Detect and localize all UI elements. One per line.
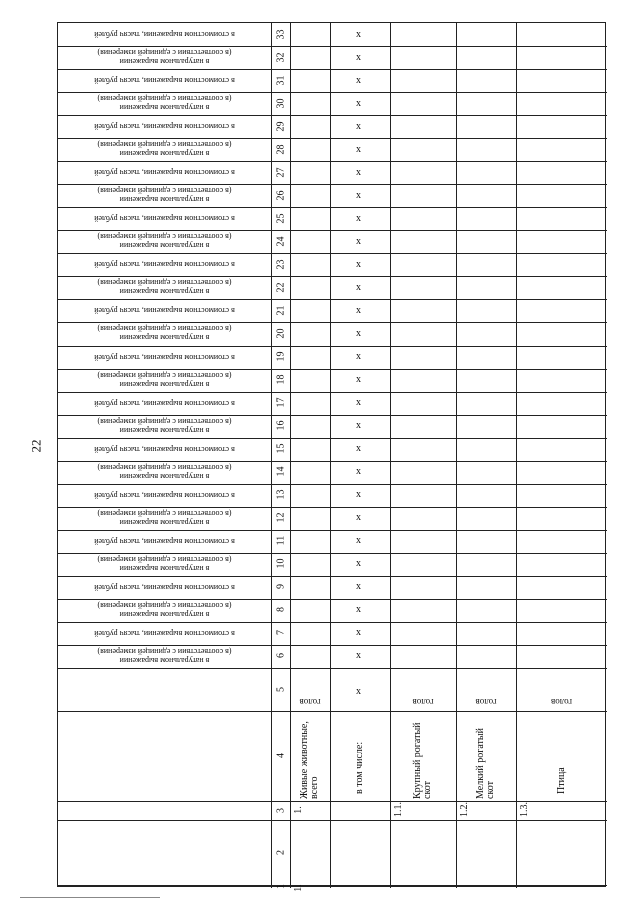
x-mark: x — [356, 466, 361, 478]
x-mark: x — [356, 604, 361, 616]
x-mark: x — [356, 374, 361, 386]
grid-line — [58, 92, 607, 93]
column-header-7: в стоимостном выражении, тысяч рублей — [94, 628, 235, 638]
x-mark: x — [356, 74, 361, 86]
column-header-26: в натуральном выражении (в соответствии с единицей измерения) — [97, 186, 232, 205]
column-number: 10 — [275, 558, 287, 569]
grid-line — [58, 46, 607, 47]
x-mark: x — [356, 212, 361, 224]
unit-label: голов — [475, 697, 497, 707]
column-number: 22 — [275, 282, 287, 293]
column-number: 33 — [275, 29, 287, 40]
header-column-number: 1 — [275, 883, 287, 889]
column-header-31: в стоимостном выражении, тысяч рублей — [94, 76, 235, 86]
grid-line — [58, 461, 607, 462]
x-mark: x — [356, 166, 361, 178]
x-mark: x — [356, 258, 361, 270]
column-number: 14 — [275, 466, 287, 477]
row-code: 1.3. — [519, 802, 530, 817]
column-number: 7 — [275, 630, 287, 636]
column-header-17: в стоимостном выражении, тысяч рублей — [94, 398, 235, 408]
column-number: 8 — [275, 607, 287, 613]
grid-line — [58, 553, 607, 554]
x-mark: x — [356, 235, 361, 247]
column-number: 27 — [275, 167, 287, 178]
x-mark: x — [356, 512, 361, 524]
column-number: 11 — [275, 535, 287, 546]
column-header-22: в натуральном выражении (в соответствии с единицей измерения) — [97, 278, 232, 297]
grid-line — [290, 23, 291, 888]
column-number: 30 — [275, 98, 287, 109]
column-header-8: в натуральном выражении (в соответствии с единицей измерения) — [97, 601, 232, 620]
x-mark: x — [356, 351, 361, 363]
x-mark: x — [356, 558, 361, 570]
header-column-number: 5 — [275, 686, 287, 692]
column-number: 18 — [275, 374, 287, 385]
grid-line — [58, 507, 607, 508]
column-number: 29 — [275, 121, 287, 132]
column-header-6: в натуральном выражении (в соответствии с единицей измерения) — [97, 647, 232, 666]
column-number: 16 — [275, 420, 287, 431]
grid-line — [58, 115, 607, 116]
column-number: 6 — [275, 653, 287, 659]
grid-line — [58, 820, 607, 821]
grid-line — [58, 622, 607, 623]
column-number: 15 — [275, 443, 287, 454]
row-code: 1. — [293, 806, 304, 814]
x-mark: x — [356, 397, 361, 409]
column-header-21: в стоимостном выражении, тысяч рублей — [94, 306, 235, 316]
page-number: 22 — [28, 439, 44, 453]
column-header-30: в натуральном выражении (в соответствии с единицей измерения) — [97, 94, 232, 113]
column-number: 9 — [275, 584, 287, 590]
column-header-32: в натуральном выражении (в соответствии с единицей измерения) — [97, 48, 232, 67]
column-header-12: в натуральном выражении (в соответствии с единицей измерения) — [97, 509, 232, 528]
column-header-15: в стоимостном выражении, тысяч рублей — [94, 444, 235, 454]
grid-line — [516, 23, 517, 888]
grid-line — [58, 599, 607, 600]
column-header-23: в стоимостном выражении, тысяч рублей — [94, 260, 235, 270]
grid-line — [58, 530, 607, 531]
unit-label: голов — [550, 697, 573, 707]
x-mark: x — [356, 28, 361, 40]
column-header-27: в стоимостном выражении, тысяч рублей — [94, 168, 235, 178]
grid-line — [58, 711, 607, 712]
x-mark: x — [356, 143, 361, 155]
x-mark: x — [356, 420, 361, 432]
row-label: Птица — [555, 767, 567, 794]
column-header-33: в стоимостном выражении, тысяч рублей — [94, 30, 235, 40]
grid-line — [58, 438, 607, 439]
x-mark: x — [356, 97, 361, 109]
column-header-13: в стоимостном выражении, тысяч рублей — [94, 490, 235, 500]
grid-line — [58, 885, 607, 886]
row-code: 1.2. — [459, 802, 470, 817]
x-mark: x — [356, 489, 361, 501]
column-header-9: в стоимостном выражении, тысяч рублей — [94, 582, 235, 592]
row-label: Мелкий рогатый скот — [475, 728, 496, 799]
row-label: Крупный рогатый скот — [412, 722, 433, 799]
column-number: 26 — [275, 190, 287, 201]
x-mark: x — [356, 650, 361, 662]
column-number: 31 — [275, 75, 287, 86]
column-number: 25 — [275, 213, 287, 224]
column-header-19: в стоимостном выражении, тысяч рублей — [94, 352, 235, 362]
column-header-16: в натуральном выражении (в соответствии с единицей измерения) — [97, 417, 232, 436]
header-column-number: 2 — [275, 849, 287, 855]
x-mark: x — [356, 304, 361, 316]
grid-line — [58, 392, 607, 393]
column-number: 12 — [275, 512, 287, 523]
grid-line — [58, 415, 607, 416]
x-mark: x — [356, 443, 361, 455]
grid-line — [58, 484, 607, 485]
grid-line — [390, 23, 391, 888]
column-number: 20 — [275, 328, 287, 339]
column-header-28: в натуральном выражении (в соответствии с единицей измерения) — [97, 140, 232, 159]
row-label: в том числе: — [354, 741, 365, 794]
grid-line — [456, 23, 457, 888]
x-mark: x — [356, 189, 361, 201]
grid-line — [271, 23, 272, 888]
column-header-14: в натуральном выражении (в соответствии с единицей измерения) — [97, 463, 232, 482]
x-mark: x — [356, 581, 361, 593]
x-mark: x — [356, 327, 361, 339]
column-number: 24 — [275, 236, 287, 247]
unit-label: голов — [299, 697, 321, 707]
x-mark: x — [356, 535, 361, 547]
grid-line — [58, 668, 607, 669]
grid-line — [58, 69, 607, 70]
column-number: 17 — [275, 397, 287, 408]
column-header-29: в стоимостном выражении, тысяч рублей — [94, 122, 235, 132]
column-number: 28 — [275, 144, 287, 155]
column-number: 32 — [275, 52, 287, 63]
grid-line — [330, 23, 331, 888]
x-mark: x — [356, 281, 361, 293]
column-header-25: в стоимостном выражении, тысяч рублей — [94, 214, 235, 224]
column-header-10: в натуральном выражении (в соответствии с единицей измерения) — [97, 555, 232, 574]
row-label: Живые животные, всего — [299, 721, 320, 799]
x-mark: x — [356, 120, 361, 132]
column-number: 21 — [275, 305, 287, 316]
column-header-11: в стоимостном выражении, тысяч рублей — [94, 536, 235, 546]
column-number: 19 — [275, 351, 287, 362]
x-mark: x — [356, 51, 361, 63]
unit-label: голов — [412, 697, 434, 707]
row-code: 1.1. — [393, 802, 404, 817]
column-header-18: в натуральном выражении (в соответствии с единицей измерения) — [97, 371, 232, 390]
grid-line — [58, 576, 607, 577]
footer-line — [20, 897, 160, 898]
column-header-24: в натуральном выражении (в соответствии с единицей измерения) — [97, 232, 232, 251]
row-number: 1. — [293, 884, 304, 892]
x-mark: x — [356, 627, 361, 639]
header-column-number: 3 — [275, 807, 287, 813]
grid-line — [58, 645, 607, 646]
column-number: 13 — [275, 489, 287, 500]
header-column-number: 4 — [275, 753, 287, 758]
grid-line — [58, 346, 607, 347]
x-mark: x — [356, 686, 361, 697]
column-number: 23 — [275, 259, 287, 270]
form-table — [57, 22, 606, 892]
grid-line — [58, 369, 607, 370]
column-header-20: в натуральном выражении (в соответствии с единицей измерения) — [97, 324, 232, 343]
